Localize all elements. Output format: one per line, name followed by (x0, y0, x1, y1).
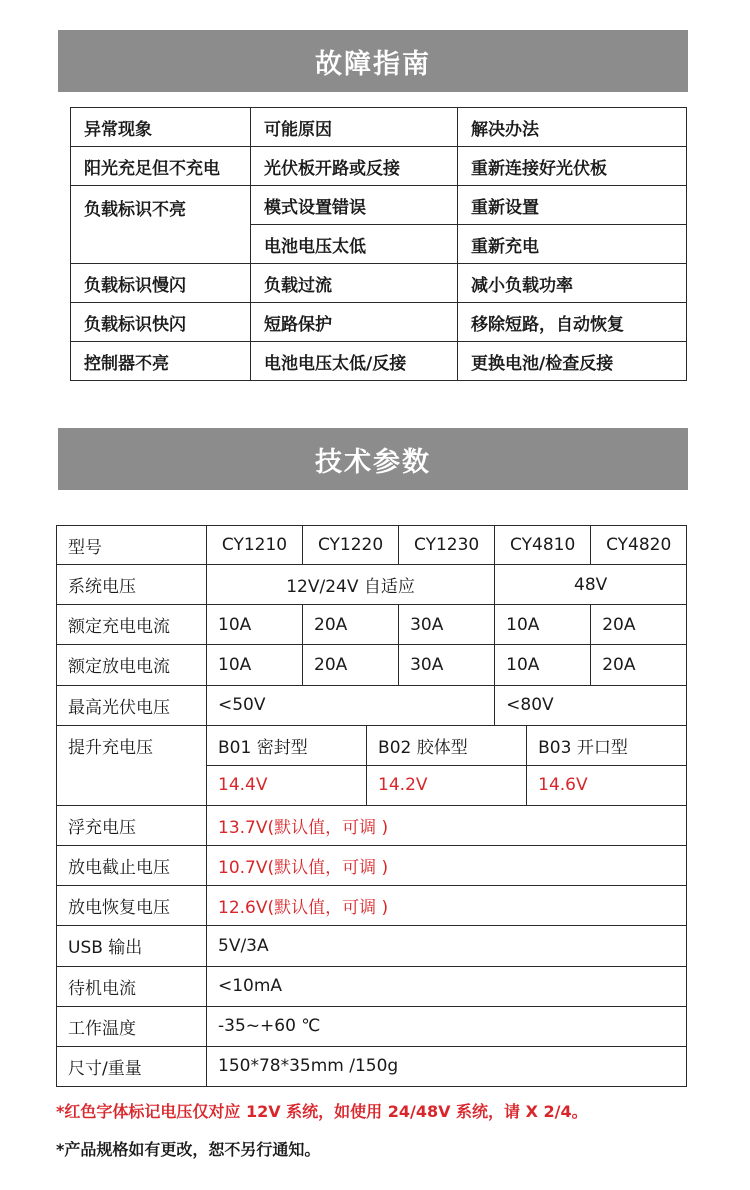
charge-current-label: 额定充电电流 (57, 605, 207, 645)
fault-row (71, 342, 687, 381)
solution-cell: 移除短路，自动恢复 (458, 303, 687, 342)
specs-table (56, 525, 687, 1087)
battery-type-cell: B03 开口型 (527, 725, 687, 765)
solution-cell: 重新设置 (458, 186, 687, 225)
discharge-current-cell: 10A (495, 645, 591, 685)
spec-row-charge-current (57, 605, 687, 645)
cause-cell: 电池电压太低 (251, 225, 458, 264)
spec-row-standby-current (57, 966, 687, 1006)
discharge-current-cell: 10A (207, 645, 303, 685)
cause-cell: 光伏板开路或反接 (251, 147, 458, 186)
spec-row-model (57, 526, 687, 565)
header-symptom: 异常现象 (71, 108, 251, 147)
solution-cell: 重新充电 (458, 225, 687, 264)
fault-row (71, 264, 687, 303)
solution-cell: 重新连接好光伏板 (458, 147, 687, 186)
spec-row-system-voltage (57, 565, 687, 605)
solution-cell: 更换电池/检查反接 (458, 342, 687, 381)
discharge-current-cell: 20A (591, 645, 687, 685)
charge-current-cell: 10A (495, 605, 591, 645)
spec-row-usb-output (57, 926, 687, 966)
system-voltage-12-24: 12V/24V 自适应 (207, 565, 495, 605)
red-voltage-note: *红色字体标记电压仅对应 12V 系统，如使用 24/48V 系统，请 X 2/4。 (56, 1102, 588, 1121)
spec-change-note: *产品规格如有更改，恕不另行通知。 (56, 1140, 321, 1159)
float-voltage-value: 13.7V(默认值，可调 ) (207, 805, 687, 845)
max-pv-voltage-48: <80V (495, 685, 687, 725)
discharge-current-label: 额定放电电流 (57, 645, 207, 685)
discharge-cutoff-value: 10.7V(默认值，可调 ) (207, 846, 687, 886)
system-voltage-label: 系统电压 (57, 565, 207, 605)
battery-type-cell: B02 胶体型 (367, 725, 527, 765)
fault-guide-title: 故障指南 (315, 48, 431, 80)
symptom-cell: 负载标识快闪 (71, 303, 251, 342)
usb-output-value: 5V/3A (207, 926, 687, 966)
boost-voltage-value: 14.6V (527, 765, 687, 805)
cause-cell: 负载过流 (251, 264, 458, 303)
model-cell: CY1230 (399, 526, 495, 565)
spec-row-boost-types (57, 725, 687, 765)
battery-type-cell: B01 密封型 (207, 725, 367, 765)
size-weight-value: 150*78*35mm /150g (207, 1046, 687, 1086)
spec-row-discharge-recovery (57, 886, 687, 926)
max-pv-voltage-label: 最高光伏电压 (57, 685, 207, 725)
standby-current-label: 待机电流 (57, 966, 207, 1006)
spec-row-size-weight (57, 1046, 687, 1086)
charge-current-cell: 20A (591, 605, 687, 645)
discharge-current-cell: 20A (303, 645, 399, 685)
fault-row (71, 303, 687, 342)
standby-current-value: <10mA (207, 966, 687, 1006)
charge-current-cell: 30A (399, 605, 495, 645)
spec-row-float-voltage (57, 805, 687, 845)
boost-voltage-value: 14.2V (367, 765, 527, 805)
charge-current-cell: 10A (207, 605, 303, 645)
working-temp-value: -35~+60 ℃ (207, 1006, 687, 1046)
boost-voltage-value: 14.4V (207, 765, 367, 805)
fault-header-row (71, 108, 687, 147)
model-cell: CY1220 (303, 526, 399, 565)
discharge-current-cell: 30A (399, 645, 495, 685)
cause-cell: 模式设置错误 (251, 186, 458, 225)
max-pv-voltage-12-24: <50V (207, 685, 495, 725)
symptom-cell: 阳光充足但不充电 (71, 147, 251, 186)
usb-output-label: USB 输出 (57, 926, 207, 966)
header-solution: 解决办法 (458, 108, 687, 147)
model-cell: CY4810 (495, 526, 591, 565)
symptom-cell: 控制器不亮 (71, 342, 251, 381)
fault-guide-table (70, 107, 687, 381)
charge-current-cell: 20A (303, 605, 399, 645)
discharge-cutoff-label: 放电截止电压 (57, 846, 207, 886)
specs-title: 技术参数 (315, 446, 431, 478)
discharge-recovery-value: 12.6V(默认值，可调 ) (207, 886, 687, 926)
size-weight-label: 尺寸/重量 (57, 1046, 207, 1086)
float-voltage-label: 浮充电压 (57, 805, 207, 845)
spec-row-discharge-current (57, 645, 687, 685)
cause-cell: 电池电压太低/反接 (251, 342, 458, 381)
cause-cell: 短路保护 (251, 303, 458, 342)
discharge-recovery-label: 放电恢复电压 (57, 886, 207, 926)
model-cell: CY1210 (207, 526, 303, 565)
fault-row (71, 186, 687, 225)
model-label: 型号 (57, 526, 207, 565)
fault-guide-banner (58, 30, 688, 92)
solution-cell: 减小负载功率 (458, 264, 687, 303)
specs-banner (58, 428, 688, 490)
model-cell: CY4820 (591, 526, 687, 565)
header-cause: 可能原因 (251, 108, 458, 147)
spec-row-discharge-cutoff (57, 846, 687, 886)
working-temp-label: 工作温度 (57, 1006, 207, 1046)
symptom-cell: 负载标识慢闪 (71, 264, 251, 303)
fault-row (71, 147, 687, 186)
spec-row-working-temp (57, 1006, 687, 1046)
spec-row-max-pv-voltage (57, 685, 687, 725)
symptom-cell: 负载标识不亮 (71, 186, 251, 264)
system-voltage-48: 48V (495, 565, 687, 605)
boost-voltage-label: 提升充电压 (57, 725, 207, 805)
